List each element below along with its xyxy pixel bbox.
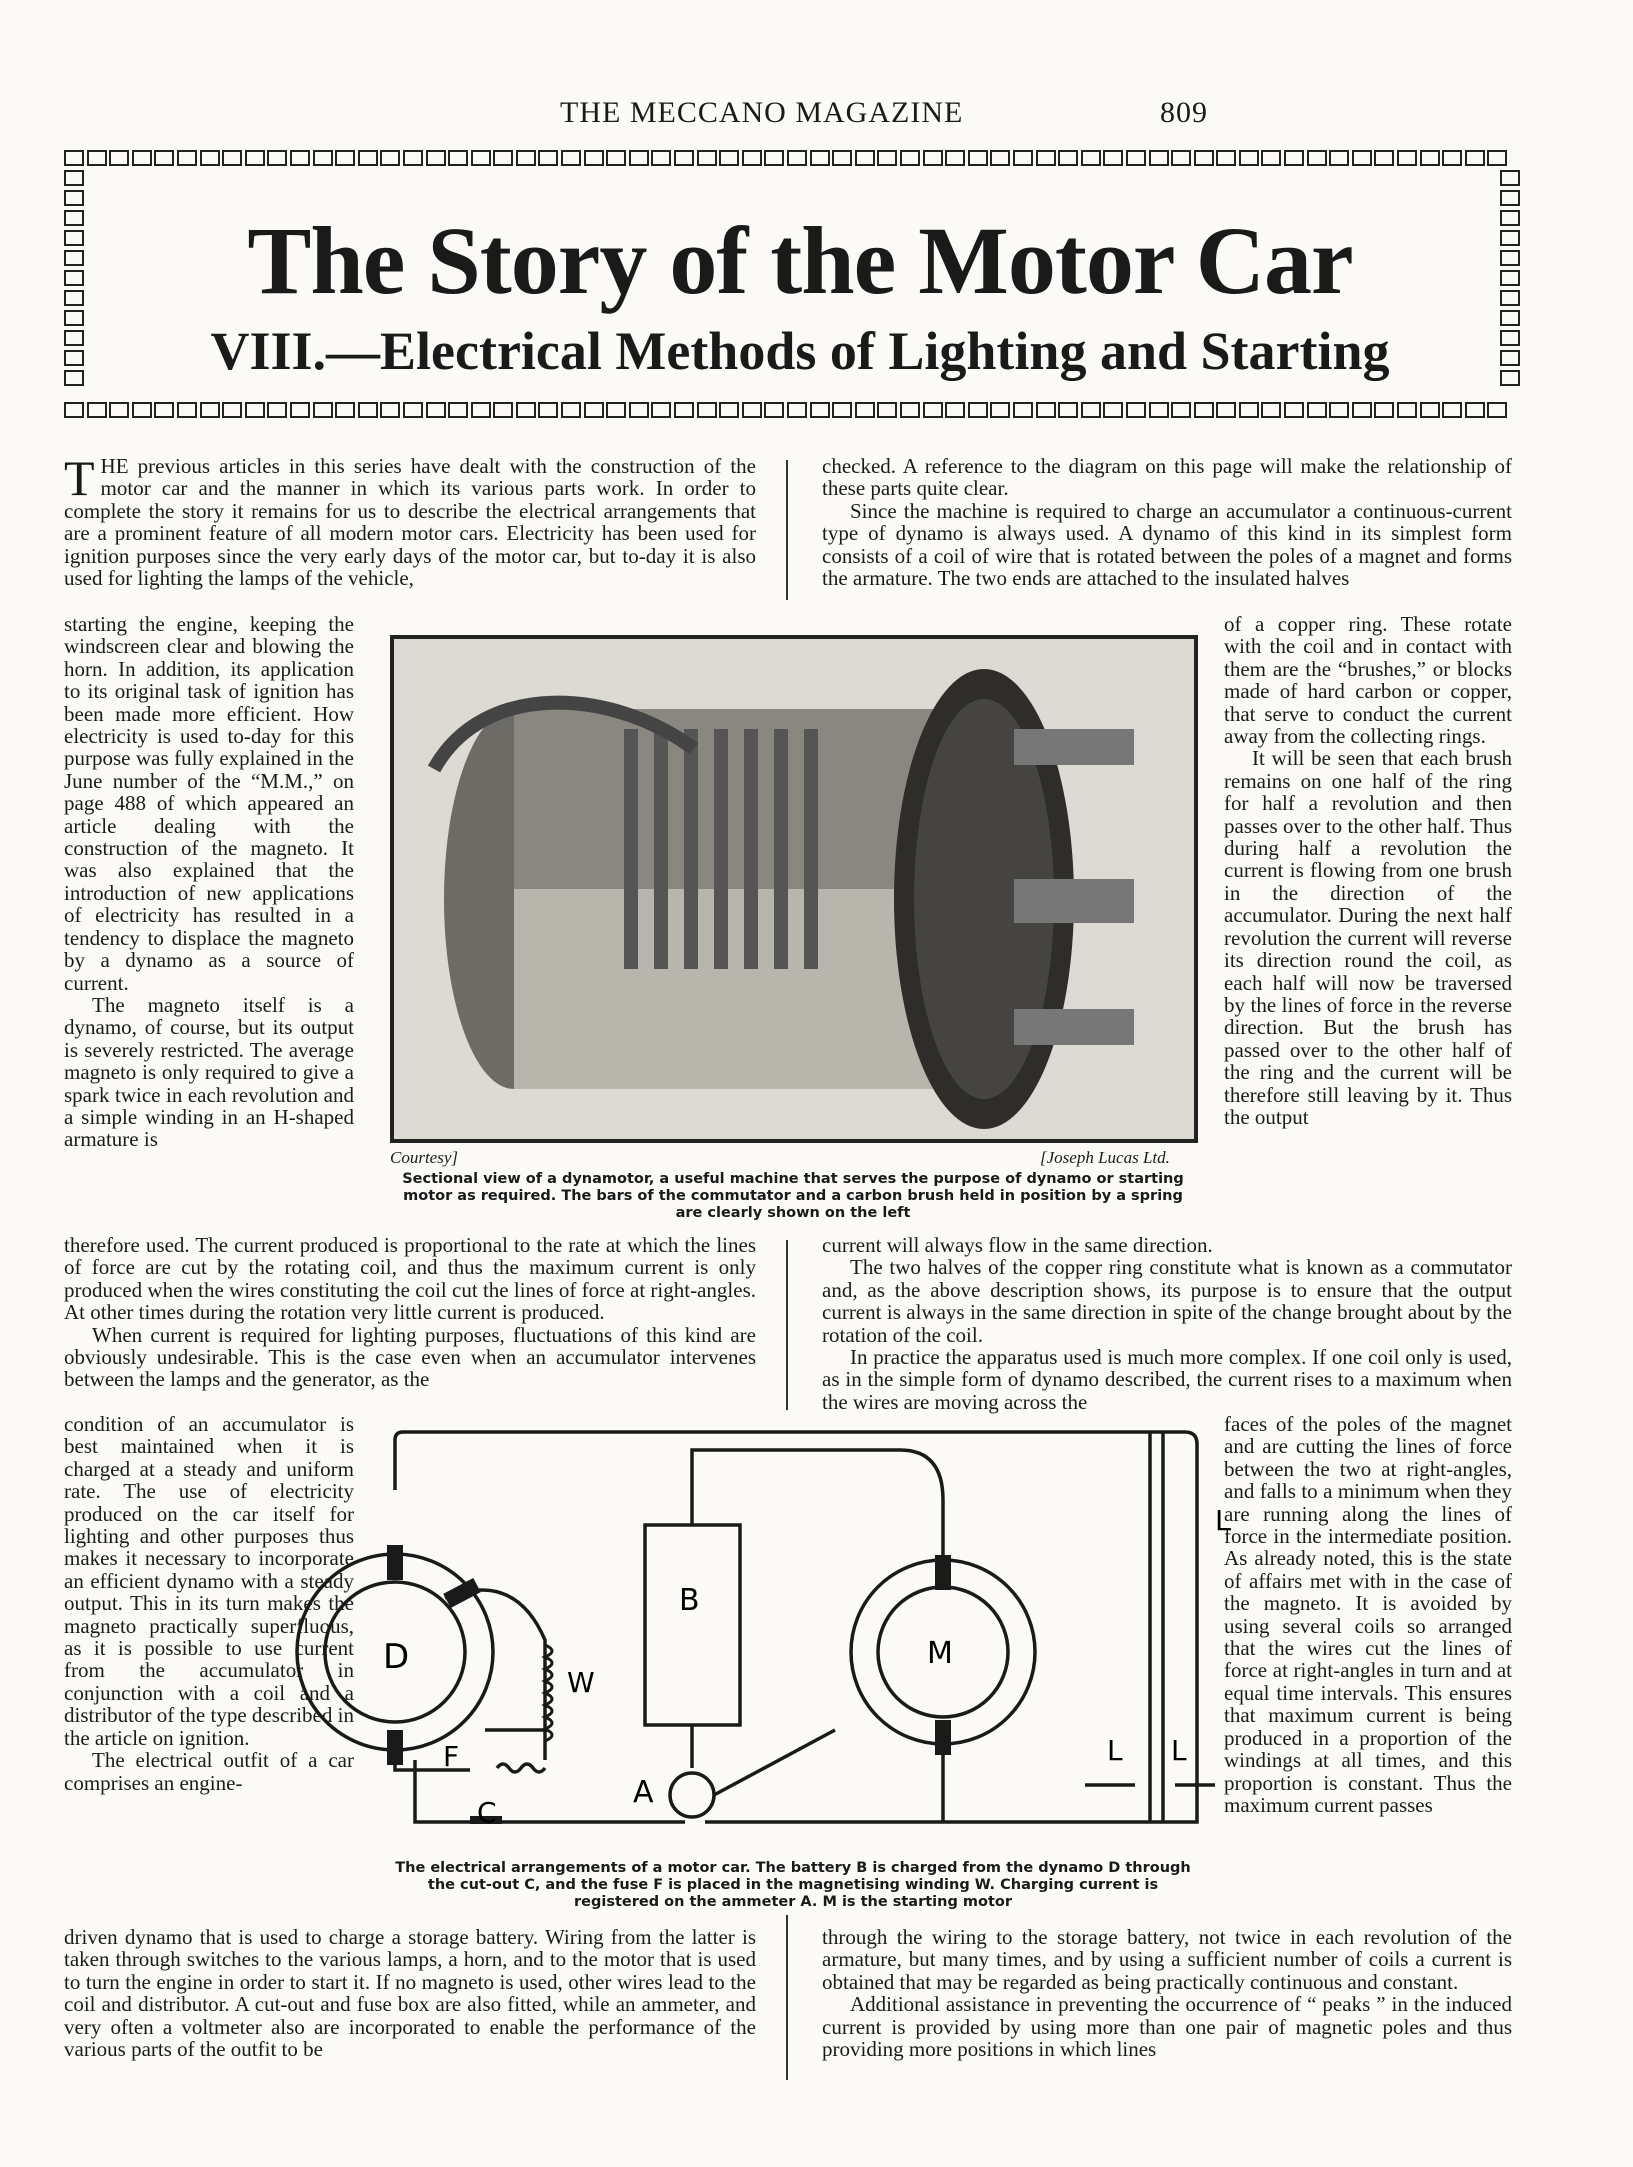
square-border-bottom [64,402,1520,420]
border-square [1058,150,1078,166]
col2-narrow-1 [1224,613,1512,1128]
paragraph: HE previous articles in this series have dealt with the construction of the motor car and the manner in which its various parts work. In order to complete the story it remains for us to describe the electrical arrangements that are a prominent feature of all modern motor cars. Electricity has been used for ignition purposes since the very early days of the motor car, but to-day it is also used for lighting the lamps of the vehicle, [64,454,756,591]
col2-narrow-2 [1224,1413,1512,1816]
border-square [1126,402,1146,418]
border-square [1329,402,1349,418]
border-square [1420,402,1440,418]
border-square [561,402,581,418]
border-square [1397,150,1417,166]
column-rule [786,1240,788,1410]
paragraph: The two halves of the copper ring constitute what is known as a commutator and, as the above description shows, its purpose is to ensure that the output current is always in the same direction in spite of the change brought about by the rotation of the coil. [822,1255,1512,1347]
border-square [1352,402,1372,418]
border-square [1500,170,1520,186]
border-square [1442,402,1462,418]
border-square [1216,402,1236,418]
border-square [448,402,468,418]
label-fuse: F [443,1740,460,1773]
paragraph: When current is required for lighting purposes, fluctuations of this kind are obviously undesirable. This is the case even when an accumulator intervenes between the lamps and the generator, as the [64,1322,756,1392]
wiring-diagram [295,1430,1231,1860]
border-square [200,402,220,418]
border-square [403,150,423,166]
border-square [64,330,84,346]
paragraph: Additional assistance in preventing the occurrence of “ peaks ” in the induced current is provided by using more than one pair of magnetic poles and thus providing more positions in which lines [822,1992,1512,2062]
border-square [538,402,558,418]
border-square [177,150,197,166]
border-square [1239,150,1259,166]
label-winding: W [567,1666,595,1699]
border-square [64,170,84,186]
border-square [1081,402,1101,418]
border-square [561,150,581,166]
border-square [1103,402,1123,418]
label-dynamo: D [383,1637,410,1677]
border-square [1216,150,1236,166]
border-square [1500,230,1520,246]
paragraph: In practice the apparatus used is much more complex. If one coil only is used, as in the simple form of dynamo described, the current rises to a maximum when the wires are moving across the [822,1345,1512,1414]
paragraph: The magneto itself is a dynamo, of course, but its output is severely restricted. The average magneto is only required to give a spark twice in each revolution and a simple winding in an H-shaped armature is [64,992,354,1152]
border-square [1465,150,1485,166]
square-border-top [64,150,1520,168]
paragraph: of a copper ring. These rotate with the coil and in contact with them are the “brushes,” or blocks made of hard carbon or copper, that serve to conduct the current away from the collecting rings. [1224,612,1512,749]
photo-credit-left: Courtesy] [390,1148,458,1167]
border-square [245,402,265,418]
label-ammeter: A [633,1775,654,1810]
border-square [855,402,875,418]
border-square [719,402,739,418]
border-square [1465,402,1485,418]
col2-middle [822,1234,1512,1413]
col1-middle [64,1234,756,1391]
border-square [990,402,1010,418]
border-square [493,150,513,166]
border-square [1500,210,1520,226]
border-square [606,402,626,418]
border-square [335,150,355,166]
border-square [629,402,649,418]
border-square [764,402,784,418]
border-square [674,402,694,418]
border-square [313,150,333,166]
column-rule [786,1915,788,2080]
col1-intro [64,450,756,591]
border-square [109,402,129,418]
square-border-left [64,170,84,386]
border-square [380,150,400,166]
border-square [64,270,84,286]
border-square [1307,150,1327,166]
border-square [900,150,920,166]
border-square [742,150,762,166]
running-title: THE MECCANO MAGAZINE [560,96,964,129]
border-square [222,150,242,166]
label-lamp: L [1215,1504,1231,1537]
border-square [1261,150,1281,166]
border-square [945,402,965,418]
border-square [1500,330,1520,346]
border-square [1239,402,1259,418]
border-square [64,250,84,266]
border-square [1374,402,1394,418]
border-square [64,210,84,226]
article-subtitle: VIII.—Electrical Methods of Lighting and Starting [210,321,1390,381]
border-square [1284,150,1304,166]
label-lamp: L [1171,1734,1187,1767]
col1-narrow-1 [64,613,354,1151]
border-square [764,150,784,166]
border-square [1500,310,1520,326]
paragraph: It will be seen that each brush remains on one half of the ring for half a revolution and then passes over to the other half. Thus during half a revolution the current is flowing from one brush in the direction of the accumulator. During the next half revolution the current will reverse its direction round the coil, as each half will now be traversed by the lines of force in the reverse direction. But the brush has passed over to the other half of the ring and the current will be therefore still leaving by it. Thus the output [1224,746,1512,1129]
border-square [1307,402,1327,418]
border-square [64,350,84,366]
border-square [1036,402,1056,418]
border-square [403,402,423,418]
square-border-right [1500,170,1520,386]
border-square [290,150,310,166]
border-square [832,150,852,166]
border-square [606,150,626,166]
border-square [810,402,830,418]
border-square [493,402,513,418]
border-square [64,150,84,166]
border-square [64,310,84,326]
border-square [267,150,287,166]
paragraph: Since the machine is required to charge an accumulator a continuous-current type of dynamo is always used. A dynamo of this kind in its simplest form consists of a coil of wire that is rotated between the poles of a magnet and forms the armature. The two ends are attached to the insulated halves [822,498,1512,591]
border-square [1194,402,1214,418]
border-square [426,150,446,166]
border-square [516,402,536,418]
border-square [855,150,875,166]
paragraph: starting the engine, keeping the windscreen clear and blowing the horn. In addition, its application to its original task of ignition has been made more efficient. How electricity is used to-day for this purpose was fully explained in the June number of the “M.M.,” on page 488 of which appeared an article dealing with the construction of the magneto. It was also explained that the introduction of new applications of electricity has resulted in a tendency to displace the magneto by a dynamo as a source of current. [64,612,354,995]
paragraph: through the wiring to the storage battery, not twice in each revolution of the armature, but many times, and by using a sufficient number of coils a current is obtained that may be regarded as being practically continuous and constant. [822,1925,1512,1994]
col2-top [822,455,1512,589]
border-square [64,290,84,306]
border-square [154,402,174,418]
border-square [900,402,920,418]
border-square [651,402,671,418]
border-square [787,150,807,166]
border-square [1081,150,1101,166]
border-square [651,150,671,166]
border-square [810,150,830,166]
border-square [267,402,287,418]
dynamotor-illustration [394,639,1194,1139]
border-square [290,402,310,418]
border-square [471,402,491,418]
dynamotor-photo [390,635,1198,1143]
border-square [1103,150,1123,166]
border-square [923,402,943,418]
border-square [584,402,604,418]
border-square [1261,402,1281,418]
border-square [584,150,604,166]
border-square [719,150,739,166]
border-square [629,150,649,166]
border-square [426,402,446,418]
border-square [1500,370,1520,386]
paragraph: current will always flow in the same direction. [822,1233,1213,1257]
photo-credit-right: [Joseph Lucas Ltd. [1040,1148,1170,1167]
border-square [358,402,378,418]
border-square [1500,270,1520,286]
border-square [313,402,333,418]
paragraph: therefore used. The current produced is proportional to the rate at which the lines of force are cut by the rotating coil, and thus the maximum current is only produced when the wires constituting the coil cut the lines of force at right-angles. At other times during the rotation very little current is produced. [64,1233,756,1325]
border-square [1374,150,1394,166]
article-title: The Story of the Motor Car [247,207,1353,314]
border-square [1058,402,1078,418]
border-square [132,402,152,418]
border-square [945,150,965,166]
border-square [516,150,536,166]
column-rule [786,460,788,600]
border-square [1013,402,1033,418]
label-battery: B [679,1583,700,1618]
border-square [1013,150,1033,166]
border-square [1500,290,1520,306]
border-square [1149,150,1169,166]
border-square [1487,150,1507,166]
border-square [923,150,943,166]
label-cutout: C [477,1796,497,1829]
border-square [697,402,717,418]
border-square [154,150,174,166]
border-square [200,150,220,166]
paragraph: checked. A reference to the diagram on this page will make the relationship of these parts quite clear. [822,454,1512,501]
border-square [968,150,988,166]
col1-bottom [64,1926,756,2060]
border-square [132,150,152,166]
border-square [877,402,897,418]
border-square [538,150,558,166]
border-square [832,402,852,418]
border-square [1194,150,1214,166]
border-square [1171,150,1191,166]
border-square [64,370,84,386]
figure1-caption: Sectional view of a dynamotor, a useful machine that serves the purpose of dynamo or starting motor as required. The bars of the commutator and a carbon brush held in position by a spring are clearly shown on the left [402,1171,1184,1221]
border-square [990,150,1010,166]
border-square [1284,402,1304,418]
border-square [1487,402,1507,418]
drop-cap: T [64,450,95,506]
paragraph: The electrical outfit of a car comprises an engine- [64,1748,354,1795]
border-square [64,402,84,418]
paragraph: faces of the poles of the magnet and are cutting the lines of force between the two at right-angles, and falls to a minimum when they are running along the lines of force in the intermediate position. As already noted, this is the state of affairs met with in the case of the magneto. It is avoided by using several coils so arranged that the wires cut the lines of force at right-angles in turn and at equal time intervals. This ensures that maximum current is being produced in a proportion of the windings at all times, and this proportion is constant. Thus the maximum current passes [1224,1412,1512,1817]
border-square [64,230,84,246]
border-square [109,150,129,166]
border-square [1036,150,1056,166]
border-square [1171,402,1191,418]
paragraph: condition of an accumulator is best maintained when it is charged at a steady and uniform rate. The use of electricity produced on the car itself for lighting and other purposes thus makes it necessary to incorporate an efficient dynamo with a steady output. This in its turn makes the magneto practically superfluous, as it is possible to use current from the accumulator in conjunction with a coil and a distributor of the type described in the article on ignition. [64,1412,354,1750]
border-square [177,402,197,418]
border-square [1329,150,1349,166]
border-square [968,402,988,418]
border-square [222,402,242,418]
page-number: 809 [1160,96,1208,129]
border-square [380,402,400,418]
border-square [358,150,378,166]
border-square [1500,190,1520,206]
paragraph: driven dynamo that is used to charge a storage battery. Wiring from the latter is taken through switches to the various lamps, a horn, and to the motor that is used to turn the engine in order to start it. If no magneto is used, other wires lead to the coil and distributor. A cut-out and fuse box are also fitted, while an ammeter, and very often a voltmeter also are incorporated to enable the performance of the various parts of the outfit to be [64,1925,756,2062]
border-square [787,402,807,418]
col2-bottom [822,1926,1512,2060]
border-square [87,150,107,166]
border-square [1397,402,1417,418]
border-square [1500,350,1520,366]
border-square [448,150,468,166]
label-motor: M [927,1636,953,1671]
label-lamp: L [1107,1734,1123,1767]
border-square [877,150,897,166]
border-square [674,150,694,166]
border-square [742,402,762,418]
border-square [1420,150,1440,166]
border-square [245,150,265,166]
border-square [1126,150,1146,166]
border-square [697,150,717,166]
border-square [1149,402,1169,418]
border-square [335,402,355,418]
border-square [64,190,84,206]
border-square [1352,150,1372,166]
border-square [1500,250,1520,266]
border-square [1442,150,1462,166]
figure2-caption: The electrical arrangements of a motor car. The battery B is charged from the dynamo D through the cut-out C, and the fuse F is placed in the magnetising winding W. Charging current is registered on the ammeter A. M is the starting motor [395,1860,1191,1910]
border-square [471,150,491,166]
border-square [87,402,107,418]
